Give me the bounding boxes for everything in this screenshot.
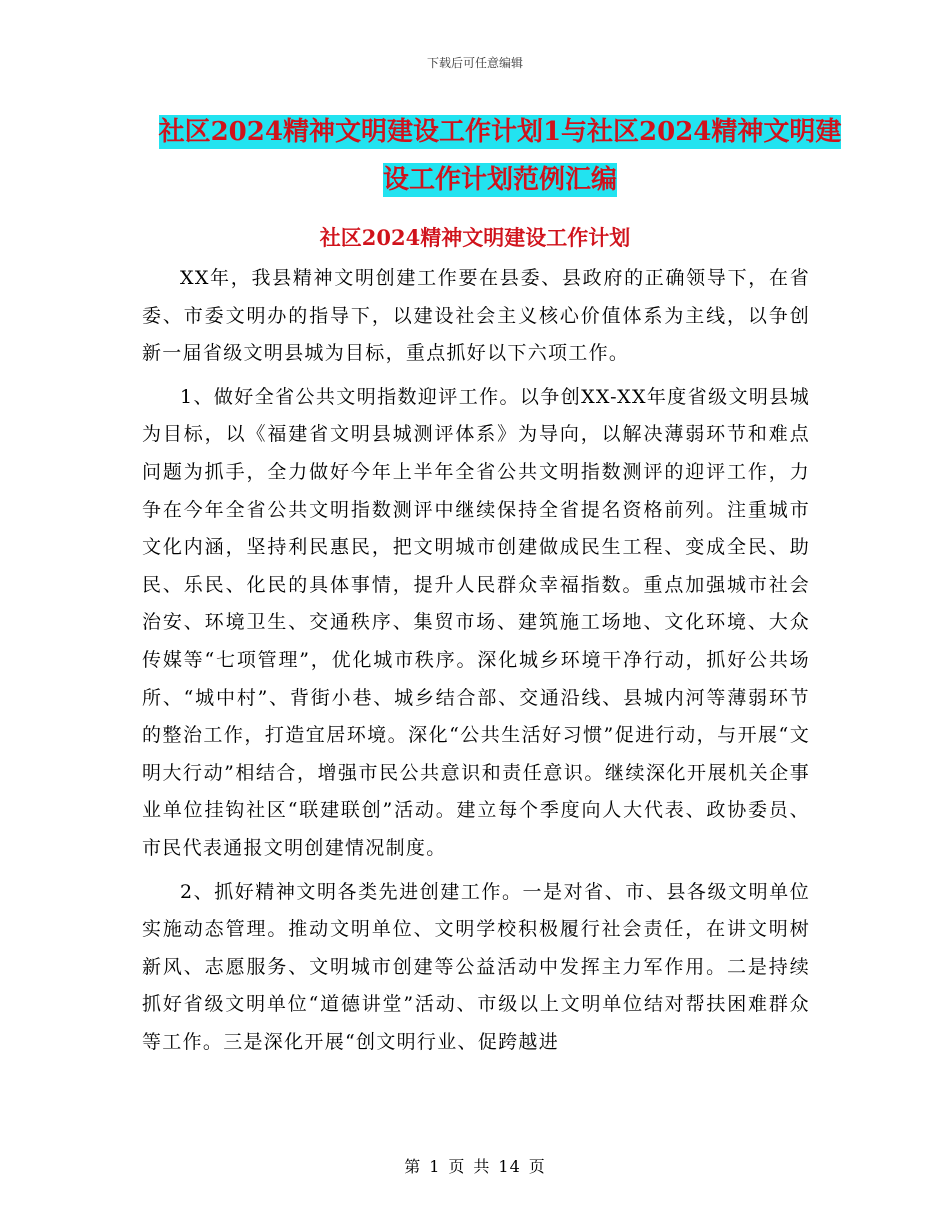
paragraph-intro: XX年，我县精神文明创建工作要在县委、县政府的正确领导下，在省委、市委文明办的指导下，以建设社会主义核心价值体系为主线，以争创新一届省级文明县城为目标，重点抓好以下六项工作。	[142, 267, 810, 365]
page-prefix: 第	[404, 1157, 422, 1176]
document-title-text: 社区2024精神文明建设工作计划1与社区2024精神文明建设工作计划范例汇编	[158, 117, 842, 195]
page-mid: 页	[448, 1157, 466, 1176]
paragraph-item-1: 1、做好全省公共文明指数迎评工作。以争创XX-XX年度省级文明县城为目标，以《福建省文明县城测评体系》为导向，以解决薄弱环节和难点问题为抓手，全力做好今年上半年全省公共文明指数测评的迎评工作，力争在今年全省公共文明指数测评中继续保持全省提名资格前列。注重城市文化内涵，坚持利民惠民，把文明城市创建做成民生工程、变成全民、助民、乐民、化民的具体事情，提升人民群众幸福指数。重点加强城市社会治安、环境卫生、交通秩序、集贸市场、建筑施工场地、文化环境、大众传媒等“七项管理”，优化城市秩序。深化城乡环境干净行动，抓好公共场所、“城中村”、背街小巷、城乡结合部、交通沿线、县城内河等薄弱环节的整治工作，打造宜居环境。深化“公共生活好习惯”促进行动，与开展“文明大行动”相结合，增强市民公共意识和责任意识。继续深化开展机关企事业单位挂钩社区“联建联创”活动。建立每个季度向人大代表、政协委员、市民代表通报文明创建情况制度。	[142, 385, 810, 859]
paragraph-item-2: 2、抓好精神文明各类先进创建工作。一是对省、市、县各级文明单位实施动态管理。推动文明单位、文明学校积极履行社会责任，在讲文明树新风、志愿服务、文明城市创建等公益活动中发挥主力军作用。二是持续抓好省级文明单位“道德讲堂”活动、市级以上文明单位结对帮扶困难群众等工作。三是深化开展“创文明行业、促跨越进	[142, 880, 810, 1053]
document-body	[142, 260, 810, 1067]
header-note: 下载后可任意编辑	[426, 56, 523, 70]
document-title	[150, 108, 850, 204]
page-total-prefix: 共	[473, 1157, 491, 1176]
section-title: 社区2024精神文明建设工作计划	[319, 225, 631, 250]
page-total: 14	[498, 1157, 521, 1176]
page-footer	[0, 1154, 950, 1177]
page-suffix: 页	[528, 1157, 546, 1176]
page-current: 1	[429, 1157, 441, 1176]
